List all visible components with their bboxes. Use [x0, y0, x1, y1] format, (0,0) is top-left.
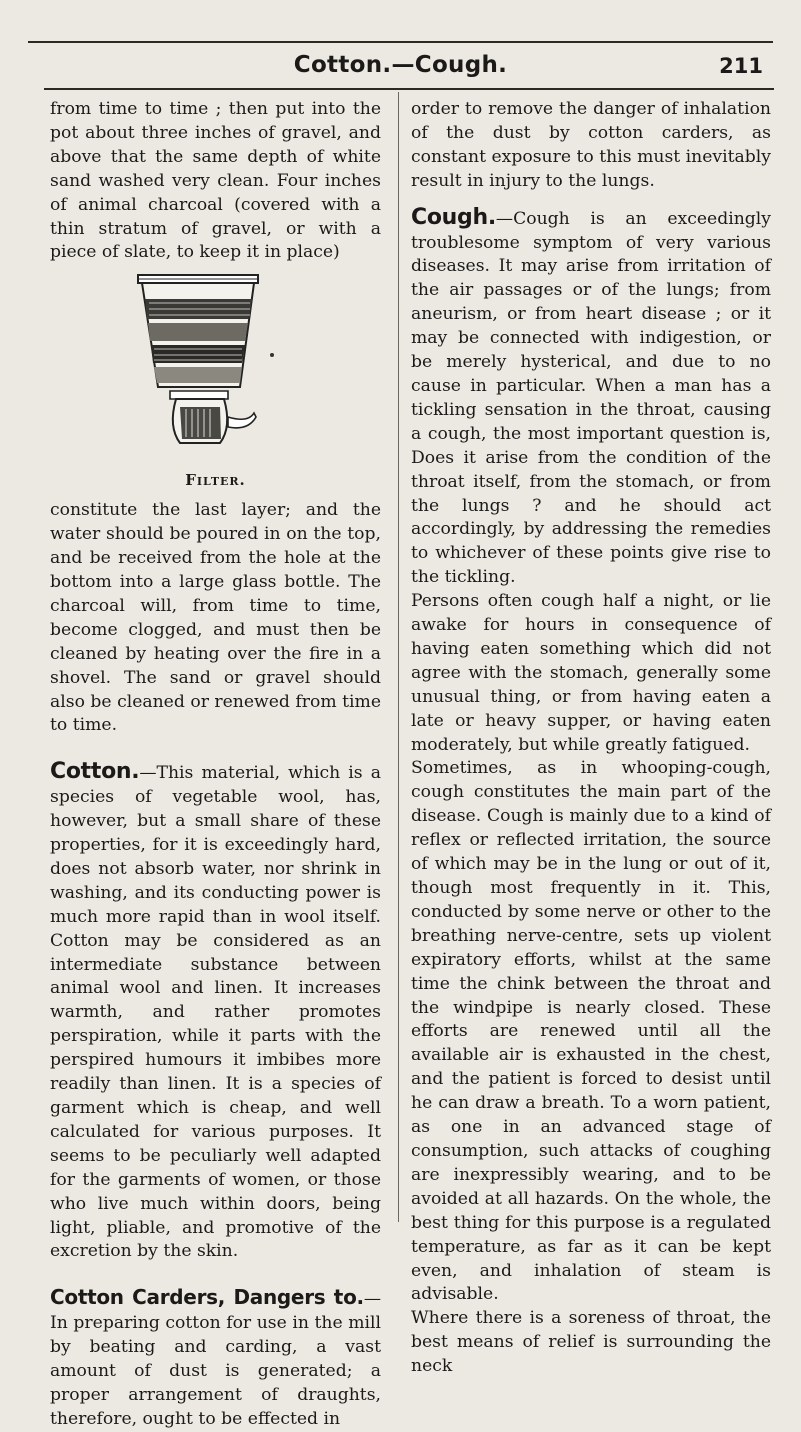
entry-cough [411, 206, 771, 591]
filter-drawing [124, 267, 304, 467]
figure-caption: Filter. [185, 471, 246, 490]
paragraph: Persons often cough half a night, or lie awake for hours in consequence of having eaten something which did not agree with the stomach, generally some unusual thing, or from having eaten a late or heavy supper, or having eaten moderately, but while greatly fatigued. [411, 591, 771, 755]
entry-heading-cough: Cough. [411, 204, 496, 230]
paragraph: constitute the last layer; and the water should be poured in on the top, and be received from the hole at the bottom into a large glass bottle. The charcoal will, from time to time, become clogged, and must then be cleaned by heating over the fire in a shovel. The sand or gravel should also be cleaned or renewed from time to time. [50, 500, 381, 736]
page-number: 211 [719, 54, 763, 78]
left-column [50, 98, 381, 1432]
paragraph: from time to time ; then put into the pot about three inches of gravel, and above that the same depth of white sand washed very clean. Four inches of animal charcoal (covered with a thin stratum of gravel, or with a piece of slate, to keep it in place) [50, 99, 381, 263]
entry-cotton [50, 760, 381, 1264]
running-head: Cotton.—Cough. [293, 52, 508, 78]
entry-heading-cotton-carders: Cotton Carders, Dangers to. [50, 1285, 364, 1310]
header-rule [44, 88, 774, 90]
entry-heading-cotton: Cotton. [50, 759, 140, 785]
entry-text: —Cough is an exceedingly troublesome symptom of very various diseases. It may arise from irritation of the air passages or of the lungs; from aneurism, or from heart disease ; or it may be connected with indigestion, or be merely hysterical, and due to no cause in particular. When a man has a tickling sensation in the throat, causing a cough, the most important question is, Does it arise from the condition of the throat itself, from the stomach, or from the lungs ? and he should act accordingly, by addressing the remedies to whichever of these points give rise to the tickling. [411, 208, 771, 588]
paragraph: Where there is a soreness of throat, the best means of relief is surrounding the neck [411, 1308, 771, 1377]
filter-illustration [50, 267, 381, 467]
right-column [411, 98, 771, 1379]
column-divider [398, 92, 399, 1222]
entry-text: —This material, which is a species of vegetable wool, has, however, but a small share of these properties, for it is exceedingly hard, does not absorb water, nor shrink in washing, and its conducting power is much more rapid than in wool itself. Cotton may be considered as an intermediate substance between animal wool and linen. It increases warmth, and rather promotes perspiration, while it parts with the perspired humours it imbibes more readily than linen. It is a species of garment which is cheap, and well calculated for various purposes. It seems to be peculiarly well adapted for the garments of women, or those who live much within doors, being light, pliable, and promotive of the excretion by the skin. [50, 763, 381, 1262]
paragraph: order to remove the danger of inhalation of the dust by cotton carders, as constant exposure to this must inevitably result in injury to the lungs. [411, 99, 771, 191]
entry-cotton-carders [50, 1286, 381, 1431]
entry-text: — In preparing cotton for use in the mill by beating and carding, a vast amount of dust is generated; a proper arrangement of draughts, therefore, ought to be effected in [50, 1289, 381, 1429]
paragraph: Sometimes, as in whooping-cough, cough constitutes the main part of the disease. Cough is mainly due to a kind of reflex or reflected irritation, the source of which may be in the lung or out of it, though most frequently in it. This, conducted by some nerve or other to the breathing nerve-centre, sets up violent expiratory efforts, whilst at the same time the chink between the throat and the windpipe is nearly closed. These efforts are renewed until all the available air is exhausted in the chest, and the patient is forced to desist until he can draw a breath. To a worn patient, as one in an advanced stage of consumption, such attacks of coughing are inexpressibly wearing, and to be avoided at all hazards. On the whole, the best thing for this purpose is a regulated temperature, as far as it can be kept even, and inhalation of steam is advisable. [411, 758, 771, 1305]
top-rule [28, 41, 773, 43]
